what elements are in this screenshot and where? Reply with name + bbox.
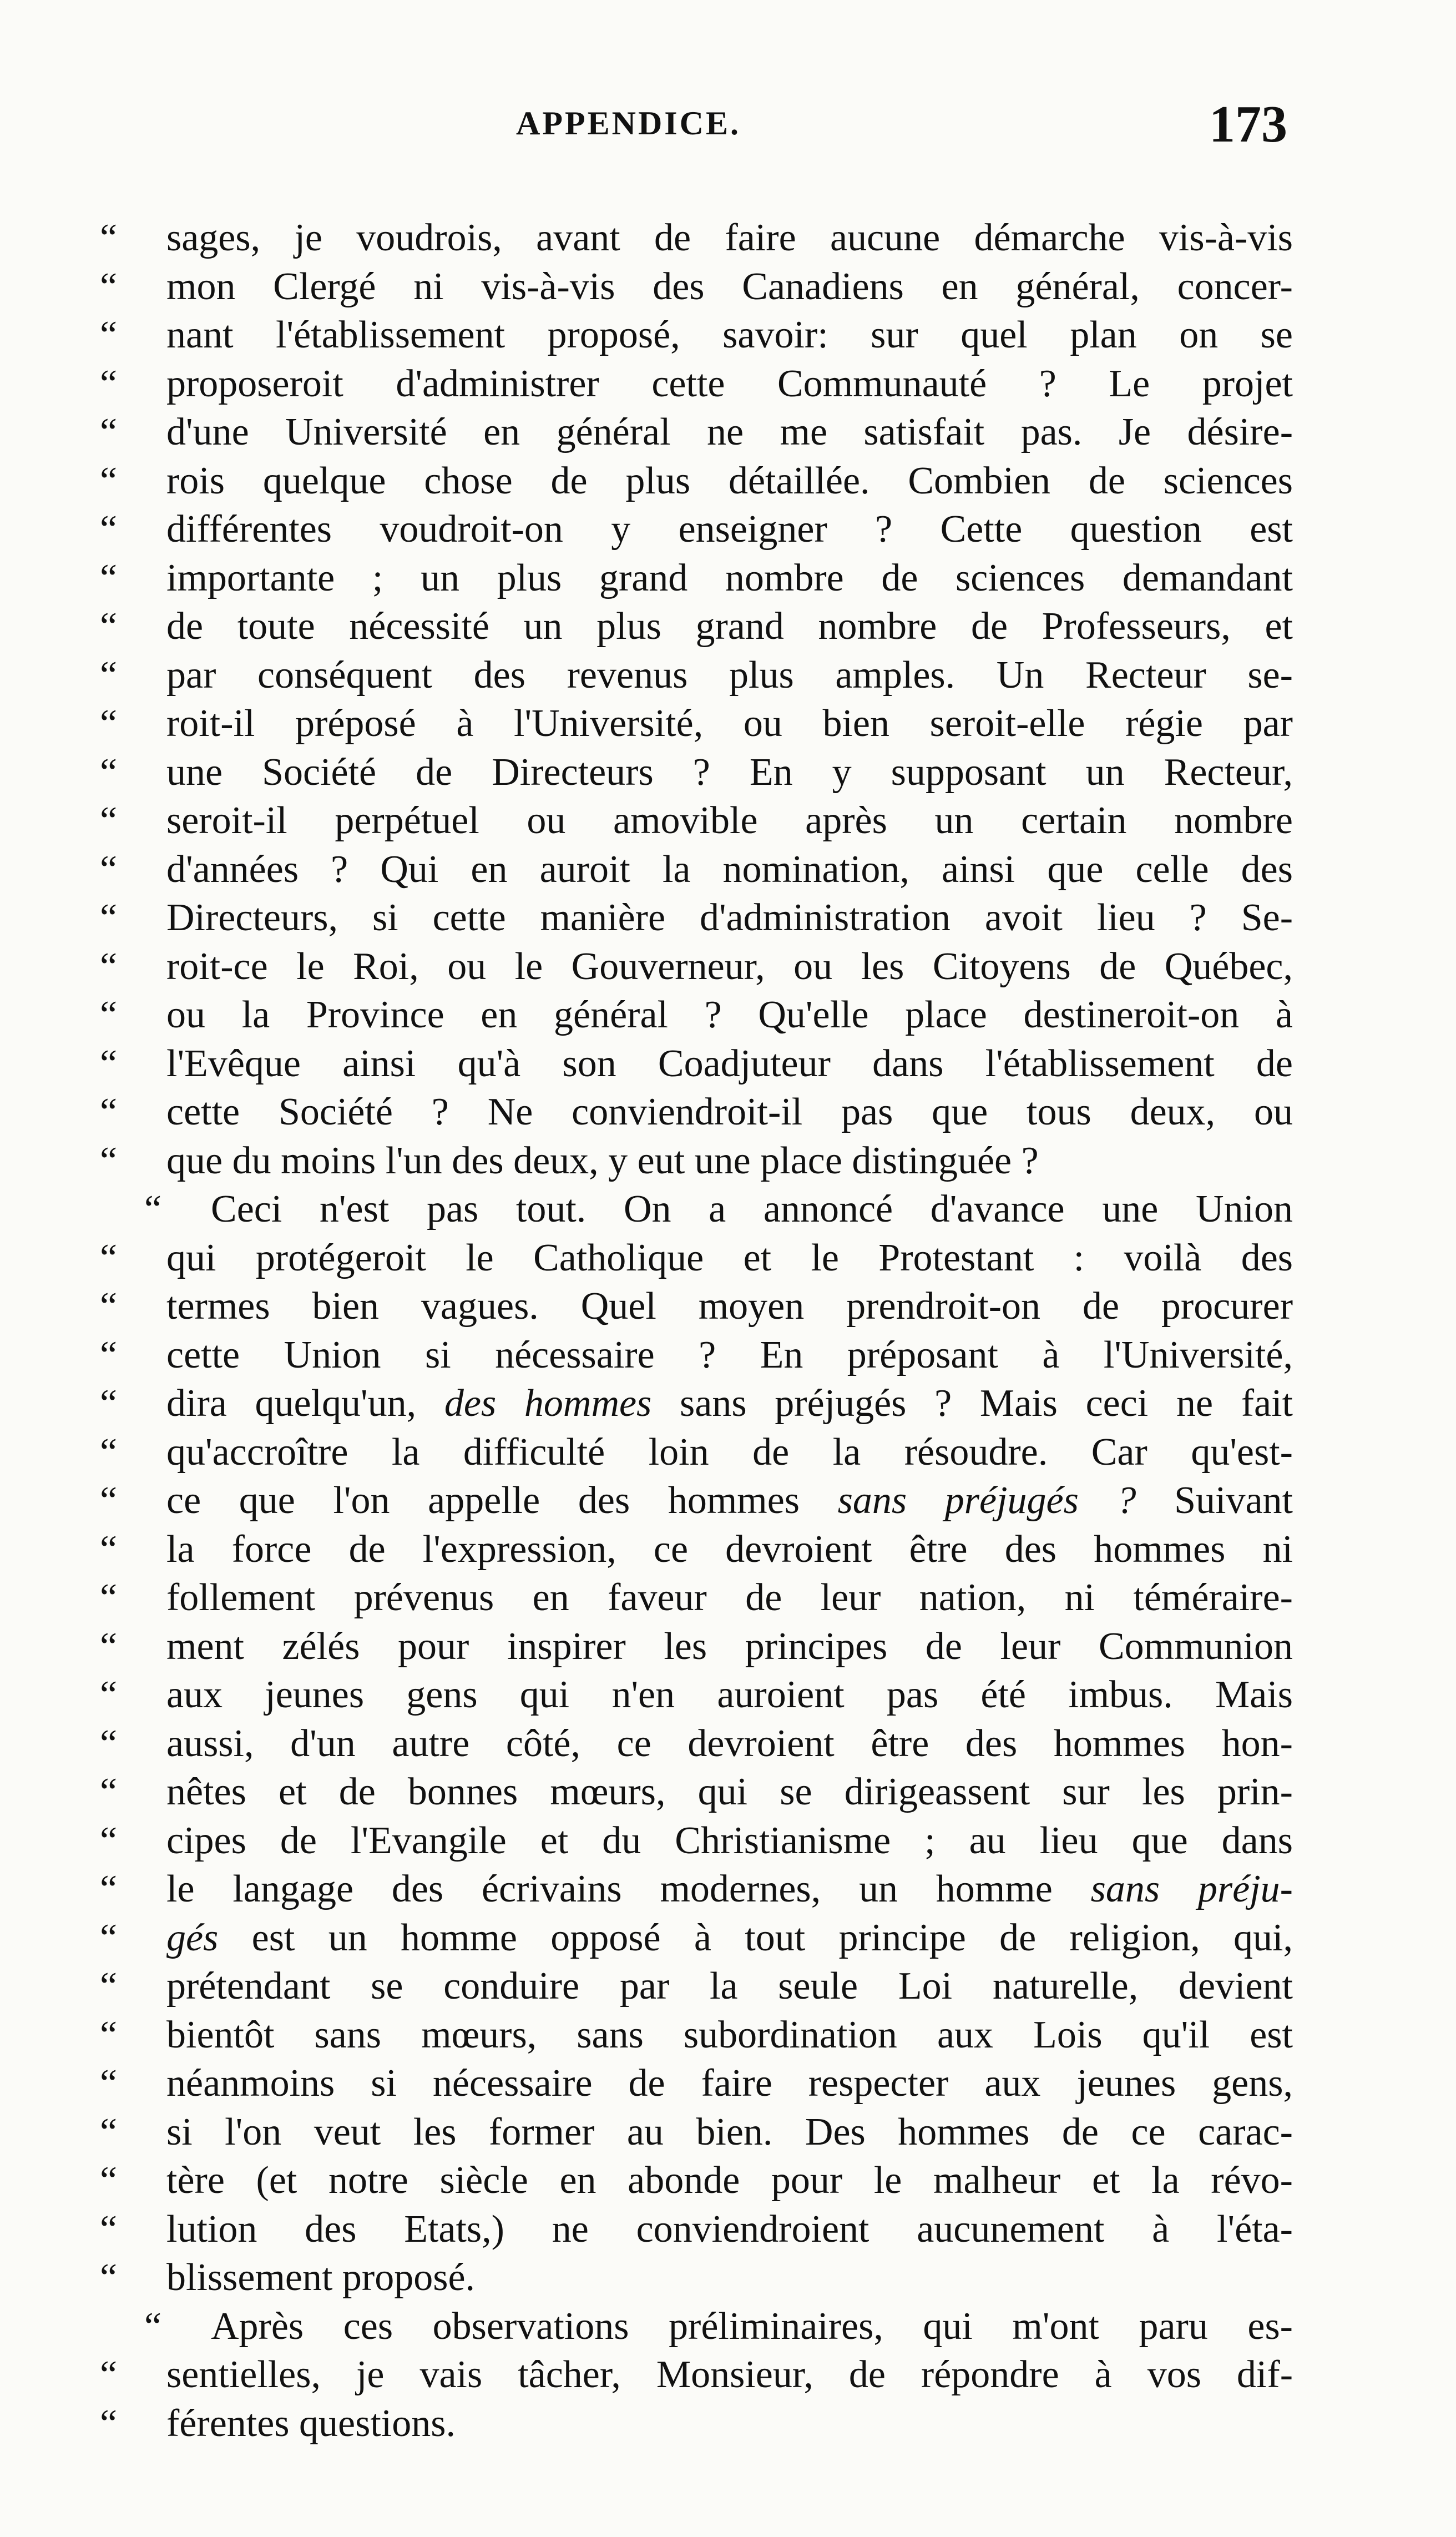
body-text [100, 214, 1293, 2448]
line-text [166, 2351, 1293, 2399]
quote-mark: “ [100, 508, 118, 551]
line-text [166, 1088, 1293, 1137]
text-line [100, 1573, 1293, 1622]
line-text-roman: sans préjugés ? Mais ceci ne fait [651, 1382, 1293, 1425]
text-line [100, 651, 1293, 700]
line-text-roman: lution des Etats,) ne conviendroient aucunement à l'éta- [166, 2207, 1293, 2251]
quote-mark: “ [100, 1285, 118, 1328]
line-text-roman: Directeurs, si cette manière d'administration avoit lieu ? Se- [166, 896, 1293, 939]
line-text [166, 1962, 1293, 2011]
text-line [100, 457, 1293, 506]
line-text-roman: cette Société ? Ne conviendroit-il pas que tous deux, ou [166, 1091, 1293, 1133]
text-line [100, 2108, 1293, 2157]
line-text-roman: par conséquent des revenus plus amples. Un Recteur se- [166, 653, 1293, 697]
quote-mark: “ [100, 1382, 118, 1425]
text-line [100, 2399, 1293, 2448]
line-text-roman: ce que l'on appelle des hommes [166, 1479, 838, 1522]
quote-mark: “ [100, 750, 118, 794]
line-text-roman: importante ; un plus grand nombre de sciences demandant [166, 556, 1293, 599]
line-text-roman: Ceci n'est pas tout. On a annoncé d'avance une Union [211, 1188, 1293, 1230]
line-text [166, 1865, 1293, 1914]
line-text [166, 2156, 1293, 2205]
quote-mark: “ [100, 1236, 118, 1279]
line-text [166, 408, 1293, 457]
text-line [100, 2302, 1293, 2351]
quote-mark: “ [100, 2256, 118, 2299]
line-text [166, 2059, 1293, 2108]
running-head [516, 95, 1287, 165]
line-text [211, 1185, 1293, 1234]
line-text [166, 1573, 1293, 1622]
text-line [100, 1962, 1293, 2011]
line-text-roman: proposeroit d'administrer cette Communauté ? Le projet [166, 362, 1293, 405]
quote-mark: “ [100, 1333, 118, 1376]
text-line [100, 360, 1293, 408]
text-line [100, 2205, 1293, 2254]
text-line [100, 1768, 1293, 1817]
quote-mark: “ [100, 459, 118, 502]
line-text [166, 214, 1293, 263]
quote-mark: “ [100, 2062, 118, 2105]
quote-mark: “ [100, 1430, 118, 1474]
line-text [166, 1671, 1293, 1719]
text-line [100, 894, 1293, 942]
line-text-roman: aussi, d'un autre côté, ce devroient être des hommes hon- [166, 1722, 1293, 1765]
text-line [100, 602, 1293, 651]
text-line [100, 1476, 1293, 1525]
line-text [166, 1331, 1293, 1380]
quote-mark: “ [100, 848, 118, 891]
text-line [100, 796, 1293, 845]
text-line [100, 2011, 1293, 2060]
quote-mark: “ [100, 1771, 118, 1813]
quote-mark: “ [100, 799, 118, 842]
line-text [166, 845, 1293, 894]
text-line [100, 505, 1293, 554]
line-text-roman: termes bien vagues. Quel moyen prendroit-on de procurer [166, 1285, 1293, 1328]
quote-mark: “ [100, 1625, 118, 1668]
quote-mark: “ [100, 265, 118, 308]
line-text-roman: la force de l'expression, ce devroient être des hommes ni [166, 1527, 1293, 1571]
quote-mark: “ [100, 1527, 118, 1571]
quote-mark: “ [100, 1139, 118, 1182]
line-text-roman: une Société de Directeurs ? En y supposant un Recteur, [166, 750, 1293, 794]
line-text [166, 1817, 1293, 1865]
quote-mark: “ [100, 993, 118, 1036]
text-line [100, 1185, 1293, 1234]
line-text-roman: aux jeunes gens qui n'en auroient pas été imbus. Mais [166, 1673, 1293, 1716]
line-text [166, 651, 1293, 700]
line-text-roman: le langage des écrivains modernes, un homme [166, 1868, 1091, 1910]
quote-mark: “ [100, 702, 118, 745]
text-line [100, 2351, 1293, 2399]
line-text-roman: blissement proposé. [166, 2256, 476, 2299]
line-text-roman: que du moins l'un des deux, y eut une place distinguée ? [166, 1139, 1039, 1182]
line-text-roman: cipes de l'Evangile et du Christianisme ; au lieu que dans [166, 1819, 1293, 1862]
text-line [100, 1671, 1293, 1719]
line-text-roman: seroit-il perpétuel ou amovible après un certain nombre [166, 799, 1293, 842]
text-line [100, 408, 1293, 457]
line-text-italic: sans préju- [1090, 1868, 1293, 1910]
quote-mark: “ [100, 2110, 118, 2153]
line-text-roman: ou la Province en général ? Qu'elle place destineroit-on à [166, 993, 1293, 1036]
quote-mark: “ [100, 1042, 118, 1085]
text-line [100, 1331, 1293, 1380]
quote-mark: “ [100, 216, 118, 259]
text-line [100, 1282, 1293, 1331]
line-text [166, 263, 1293, 311]
line-text-roman: férentes questions. [166, 2402, 456, 2445]
text-line [100, 1914, 1293, 1963]
text-line [100, 1428, 1293, 1477]
line-text-roman: si l'on veut les former au bien. Des hommes de ce carac- [166, 2110, 1293, 2153]
quote-mark: “ [100, 2207, 118, 2251]
line-text-roman: est un homme opposé à tout principe de religion, qui, [218, 1916, 1293, 1959]
line-text [166, 991, 1293, 1040]
text-line [100, 1622, 1293, 1671]
text-line [100, 2059, 1293, 2108]
line-text [166, 748, 1293, 797]
quote-mark: “ [100, 2402, 118, 2445]
page-number: 173 [1209, 95, 1287, 153]
line-text [166, 699, 1293, 748]
text-line [100, 2156, 1293, 2205]
text-line [100, 214, 1293, 263]
line-text [166, 2399, 1293, 2448]
text-line [100, 991, 1293, 1040]
quote-mark: “ [100, 605, 118, 648]
quote-mark: “ [100, 1479, 118, 1522]
quote-mark: “ [100, 1091, 118, 1133]
text-line [100, 2253, 1293, 2302]
quote-mark: “ [144, 1188, 162, 1230]
quote-mark: “ [144, 2304, 162, 2348]
line-text-roman: sages, je voudrois, avant de faire aucune démarche vis-à-vis [166, 216, 1293, 259]
quote-mark: “ [100, 314, 118, 356]
line-text-roman: dira quelqu'un, [166, 1382, 444, 1425]
line-text [166, 457, 1293, 506]
line-text [166, 1428, 1293, 1477]
line-text [166, 505, 1293, 554]
quote-mark: “ [100, 2353, 118, 2396]
line-text-roman: Après ces observations préliminaires, qui m'ont paru es- [211, 2304, 1293, 2348]
line-text-roman: tère (et notre siècle en abonde pour le malheur et la révo- [166, 2159, 1293, 2202]
quote-mark: “ [100, 411, 118, 453]
text-line [100, 1865, 1293, 1914]
line-text [166, 894, 1293, 942]
line-text [166, 1379, 1293, 1428]
line-text-roman: qui protégeroit le Catholique et le Protestant : voilà des [166, 1236, 1293, 1279]
line-text [166, 1622, 1293, 1671]
text-line [100, 1234, 1293, 1283]
text-line [100, 942, 1293, 991]
line-text [211, 2302, 1293, 2351]
line-text-roman: d'une Université en général ne me satisfait pas. Je désire- [166, 411, 1293, 453]
quote-mark: “ [100, 896, 118, 939]
quote-mark: “ [100, 362, 118, 405]
line-text [166, 2011, 1293, 2060]
line-text-roman: cette Union si nécessaire ? En préposant à l'Université, [166, 1333, 1293, 1376]
line-text [166, 2205, 1293, 2254]
line-text [166, 1525, 1293, 1574]
quote-mark: “ [100, 1576, 118, 1619]
text-line [100, 1088, 1293, 1137]
line-text-roman: prétendant se conduire par la seule Loi naturelle, devient [166, 1965, 1293, 2008]
quote-mark: “ [100, 556, 118, 599]
line-text-roman: ment zélés pour inspirer les principes de leur Communion [166, 1625, 1293, 1668]
text-line [100, 1817, 1293, 1865]
line-text [166, 1234, 1293, 1283]
text-line [100, 1525, 1293, 1574]
quote-mark: “ [100, 653, 118, 697]
line-text [166, 554, 1293, 603]
line-text-roman: nêtes et de bonnes mœurs, qui se dirigeassent sur les prin- [166, 1771, 1293, 1813]
quote-mark: “ [100, 1819, 118, 1862]
line-text [166, 1137, 1293, 1186]
quote-mark: “ [100, 1916, 118, 1959]
quote-mark: “ [100, 945, 118, 988]
line-text [166, 360, 1293, 408]
line-text [166, 1282, 1293, 1331]
line-text-roman: rois quelque chose de plus détaillée. Combien de sciences [166, 459, 1293, 502]
line-text [166, 1768, 1293, 1817]
quote-mark: “ [100, 1965, 118, 2008]
line-text-roman: mon Clergé ni vis-à-vis des Canadiens en général, concer- [166, 265, 1293, 308]
line-text [166, 602, 1293, 651]
quote-mark: “ [100, 1868, 118, 1910]
line-text [166, 2108, 1293, 2157]
text-line [100, 263, 1293, 311]
text-line [100, 1719, 1293, 1768]
line-text-roman: roit-ce le Roi, ou le Gouverneur, ou les Citoyens de Québec, [166, 945, 1293, 988]
text-line [100, 1379, 1293, 1428]
line-text-roman: roit-il préposé à l'Université, ou bien seroit-elle régie par [166, 702, 1293, 745]
text-line [100, 699, 1293, 748]
line-text [166, 1476, 1293, 1525]
line-text-roman: différentes voudroit-on y enseigner ? Cette question est [166, 508, 1293, 551]
running-head-title: APPENDICE. [516, 105, 741, 142]
text-line [100, 1137, 1293, 1186]
quote-mark: “ [100, 2159, 118, 2202]
text-line [100, 1040, 1293, 1088]
line-text-roman: Suivant [1136, 1479, 1293, 1522]
line-text-italic: sans préjugés ? [837, 1479, 1136, 1522]
line-text [166, 311, 1293, 360]
line-text-roman: nant l'établissement proposé, savoir: sur quel plan on se [166, 314, 1293, 356]
quote-mark: “ [100, 2013, 118, 2056]
line-text [166, 1719, 1293, 1768]
line-text-roman: bientôt sans mœurs, sans subordination aux Lois qu'il est [166, 2013, 1293, 2056]
line-text-roman: l'Evêque ainsi qu'à son Coadjuteur dans l'établissement de [166, 1042, 1293, 1085]
line-text-italic: des hommes [444, 1382, 652, 1425]
quote-mark: “ [100, 1673, 118, 1716]
line-text [166, 1040, 1293, 1088]
line-text-roman: follement prévenus en faveur de leur nation, ni téméraire- [166, 1576, 1293, 1619]
line-text-roman: qu'accroître la difficulté loin de la résoudre. Car qu'est- [166, 1430, 1293, 1474]
quote-mark: “ [100, 1722, 118, 1765]
line-text [166, 796, 1293, 845]
text-line [100, 554, 1293, 603]
line-text-roman: de toute nécessité un plus grand nombre de Professeurs, et [166, 605, 1293, 648]
text-line [100, 311, 1293, 360]
line-text-roman: néanmoins si nécessaire de faire respecter aux jeunes gens, [166, 2062, 1293, 2105]
line-text-roman: sentielles, je vais tâcher, Monsieur, de répondre à vos dif- [166, 2353, 1293, 2396]
line-text-roman: d'années ? Qui en auroit la nomination, ainsi que celle des [166, 848, 1293, 891]
text-line [100, 748, 1293, 797]
line-text-italic: gés [166, 1916, 219, 1959]
line-text [166, 2253, 1293, 2302]
line-text [166, 1914, 1293, 1963]
text-line [100, 845, 1293, 894]
line-text [166, 942, 1293, 991]
